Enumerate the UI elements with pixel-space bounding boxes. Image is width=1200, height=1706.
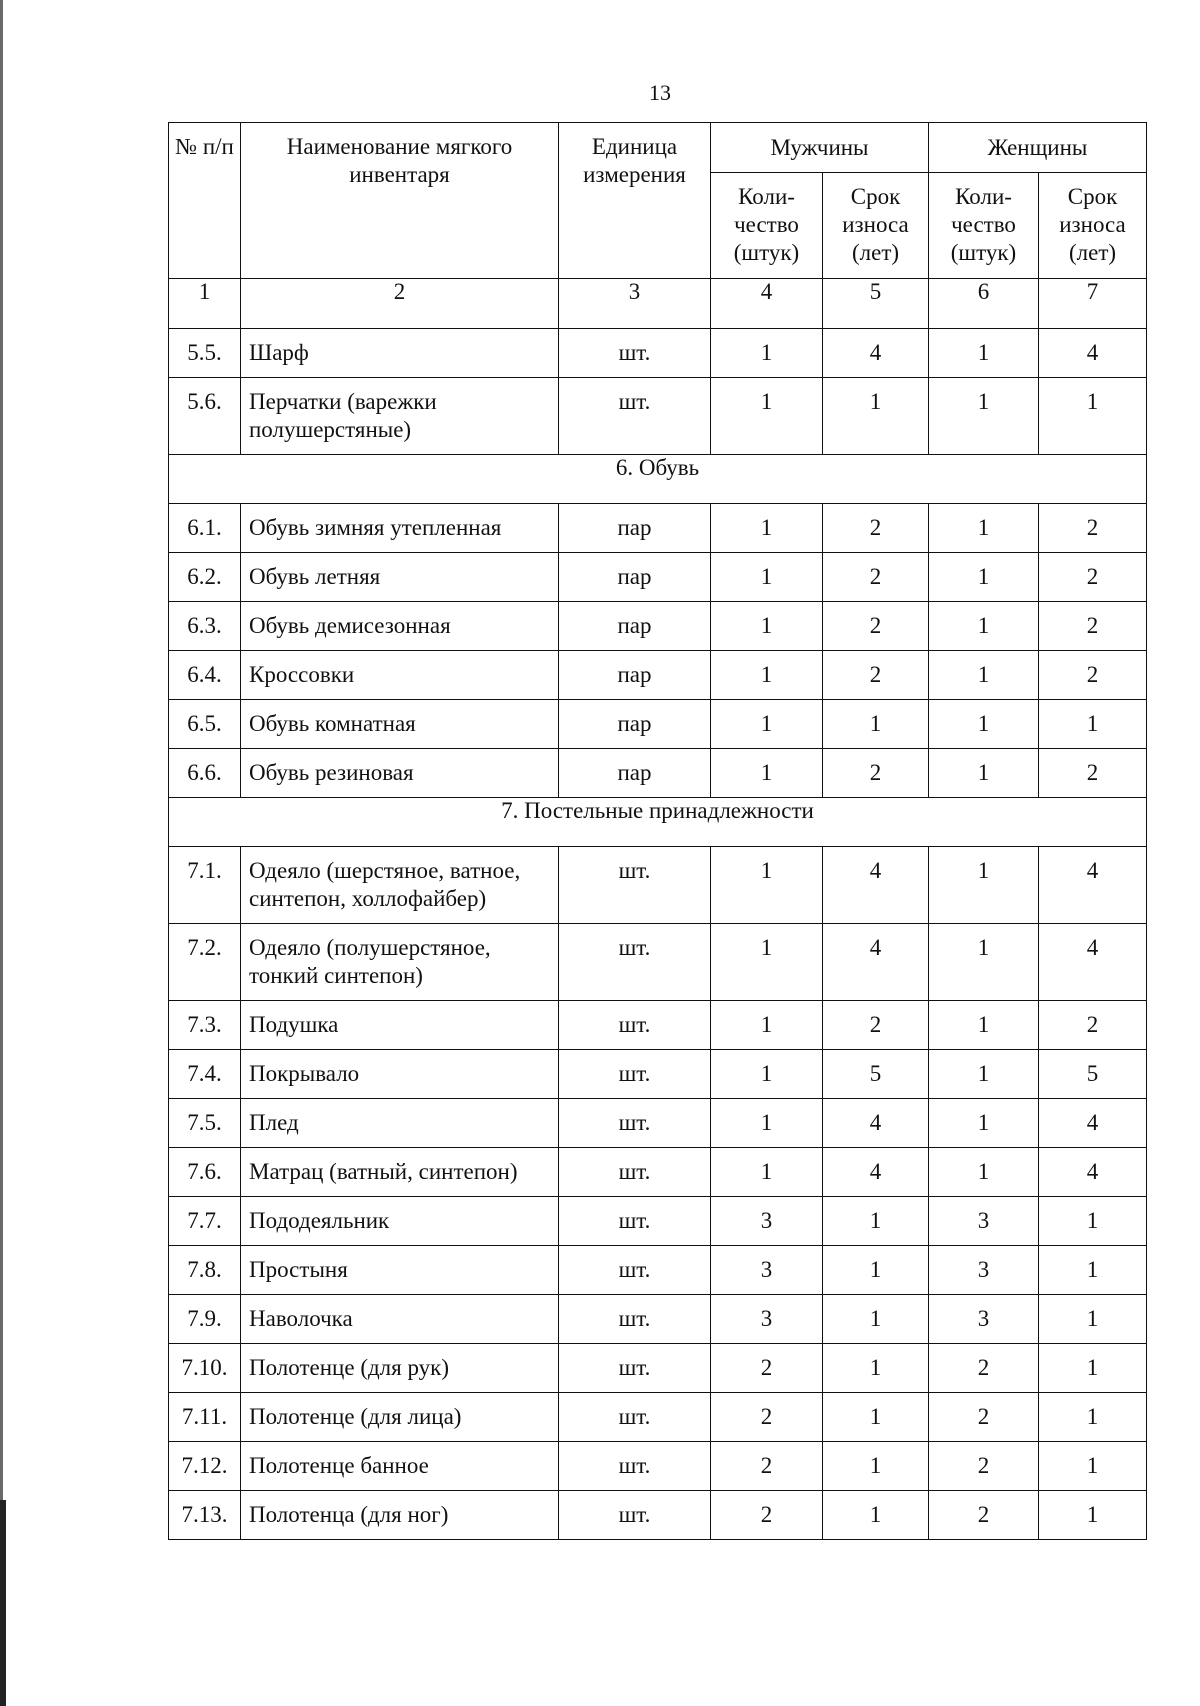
men-quantity: 1 <box>711 378 823 455</box>
men-quantity: 1 <box>711 602 823 651</box>
men-quantity: 1 <box>711 1001 823 1050</box>
item-unit: пар <box>559 700 711 749</box>
section-row <box>169 798 1147 847</box>
table-row <box>169 847 1147 924</box>
table-row <box>169 1491 1147 1540</box>
row-number: 7.6. <box>169 1148 241 1197</box>
men-quantity: 1 <box>711 1099 823 1148</box>
header-unit: Единица измерения <box>559 123 711 279</box>
women-wear-term: 1 <box>1039 1491 1147 1540</box>
row-number: 7.12. <box>169 1442 241 1491</box>
row-number: 6.2. <box>169 553 241 602</box>
header-row-1 <box>169 123 1147 173</box>
item-name: Обувь резиновая <box>241 749 559 798</box>
item-unit: шт. <box>559 1148 711 1197</box>
women-quantity: 1 <box>929 553 1039 602</box>
item-unit: пар <box>559 553 711 602</box>
table-row <box>169 553 1147 602</box>
women-wear-term: 1 <box>1039 378 1147 455</box>
men-quantity: 2 <box>711 1442 823 1491</box>
women-quantity: 1 <box>929 504 1039 553</box>
men-wear-term: 2 <box>823 1001 929 1050</box>
men-wear-term: 5 <box>823 1050 929 1099</box>
men-quantity: 1 <box>711 847 823 924</box>
item-name: Обувь зимняя утепленная <box>241 504 559 553</box>
item-unit: шт. <box>559 1491 711 1540</box>
item-unit: шт. <box>559 378 711 455</box>
women-quantity: 1 <box>929 602 1039 651</box>
men-wear-term: 1 <box>823 1197 929 1246</box>
item-name: Обувь комнатная <box>241 700 559 749</box>
men-wear-term: 1 <box>823 1344 929 1393</box>
women-quantity: 2 <box>929 1344 1039 1393</box>
men-wear-term: 4 <box>823 847 929 924</box>
men-quantity: 1 <box>711 504 823 553</box>
men-wear-term: 2 <box>823 553 929 602</box>
row-number: 7.11. <box>169 1393 241 1442</box>
men-quantity: 1 <box>711 1148 823 1197</box>
row-number: 6.4. <box>169 651 241 700</box>
women-wear-term: 2 <box>1039 504 1147 553</box>
women-quantity: 3 <box>929 1197 1039 1246</box>
women-wear-term: 2 <box>1039 553 1147 602</box>
table-row <box>169 1001 1147 1050</box>
item-unit: пар <box>559 749 711 798</box>
women-quantity: 1 <box>929 700 1039 749</box>
men-quantity: 2 <box>711 1491 823 1540</box>
table-row <box>169 749 1147 798</box>
women-quantity: 1 <box>929 1148 1039 1197</box>
row-number: 7.9. <box>169 1295 241 1344</box>
women-wear-term: 1 <box>1039 1393 1147 1442</box>
men-quantity: 1 <box>711 924 823 1001</box>
men-quantity: 2 <box>711 1344 823 1393</box>
col-number: 7 <box>1039 279 1147 329</box>
row-number: 7.2. <box>169 924 241 1001</box>
women-wear-term: 5 <box>1039 1050 1147 1099</box>
table-row <box>169 1246 1147 1295</box>
item-name: Полотенце банное <box>241 1442 559 1491</box>
col-number: 3 <box>559 279 711 329</box>
item-unit: шт. <box>559 1001 711 1050</box>
table-row <box>169 1197 1147 1246</box>
page-left-edge <box>0 0 3 1706</box>
men-wear-term: 1 <box>823 700 929 749</box>
men-wear-term: 4 <box>823 329 929 378</box>
item-name: Полотенце (для рук) <box>241 1344 559 1393</box>
men-quantity: 1 <box>711 553 823 602</box>
item-name: Полотенце (для лица) <box>241 1393 559 1442</box>
women-wear-term: 1 <box>1039 1442 1147 1491</box>
women-wear-term: 4 <box>1039 847 1147 924</box>
men-wear-term: 2 <box>823 602 929 651</box>
table-row <box>169 1344 1147 1393</box>
table-row <box>169 924 1147 1001</box>
table-row <box>169 1050 1147 1099</box>
item-unit: шт. <box>559 329 711 378</box>
women-wear-term: 4 <box>1039 924 1147 1001</box>
table-row <box>169 329 1147 378</box>
women-wear-term: 2 <box>1039 651 1147 700</box>
section-title-bedding: 7. Постельные принадлежности <box>169 798 1147 847</box>
item-unit: шт. <box>559 1050 711 1099</box>
women-quantity: 1 <box>929 1099 1039 1148</box>
item-unit: шт. <box>559 1099 711 1148</box>
section-row <box>169 455 1147 504</box>
item-unit: шт. <box>559 1197 711 1246</box>
men-wear-term: 4 <box>823 1148 929 1197</box>
men-quantity: 3 <box>711 1246 823 1295</box>
men-quantity: 2 <box>711 1393 823 1442</box>
header-women: Женщины <box>929 123 1147 173</box>
col-number: 1 <box>169 279 241 329</box>
row-number: 7.10. <box>169 1344 241 1393</box>
row-number: 5.6. <box>169 378 241 455</box>
women-quantity: 1 <box>929 924 1039 1001</box>
row-number: 7.8. <box>169 1246 241 1295</box>
men-wear-term: 2 <box>823 504 929 553</box>
item-name: Одеяло (шерстяное, ватное, синтепон, холлофайбер) <box>241 847 559 924</box>
men-quantity: 1 <box>711 651 823 700</box>
table-row <box>169 1442 1147 1491</box>
table-row <box>169 700 1147 749</box>
col-number: 4 <box>711 279 823 329</box>
item-name: Наволочка <box>241 1295 559 1344</box>
item-name: Обувь демисезонная <box>241 602 559 651</box>
men-quantity: 1 <box>711 329 823 378</box>
item-name: Подушка <box>241 1001 559 1050</box>
item-name: Обувь летняя <box>241 553 559 602</box>
table-row <box>169 1099 1147 1148</box>
page-left-edge-mark <box>0 1500 6 1706</box>
table-row <box>169 1295 1147 1344</box>
item-name: Одеяло (полушерстяное, тонкий синтепон) <box>241 924 559 1001</box>
row-number: 6.3. <box>169 602 241 651</box>
women-quantity: 1 <box>929 329 1039 378</box>
table-row <box>169 602 1147 651</box>
item-name: Кроссовки <box>241 651 559 700</box>
men-wear-term: 2 <box>823 651 929 700</box>
women-quantity: 1 <box>929 651 1039 700</box>
row-number: 6.5. <box>169 700 241 749</box>
men-quantity: 1 <box>711 700 823 749</box>
men-wear-term: 1 <box>823 1393 929 1442</box>
item-unit: шт. <box>559 1344 711 1393</box>
column-numbers-row <box>169 279 1147 329</box>
row-number: 7.1. <box>169 847 241 924</box>
women-wear-term: 2 <box>1039 1001 1147 1050</box>
header-women-qty: Коли-чество (штук) <box>929 173 1039 279</box>
table-row <box>169 1393 1147 1442</box>
table-row <box>169 1148 1147 1197</box>
header-name: Наименование мягкого инвентаря <box>241 123 559 279</box>
men-quantity: 3 <box>711 1295 823 1344</box>
men-wear-term: 1 <box>823 1442 929 1491</box>
table-row <box>169 651 1147 700</box>
women-quantity: 2 <box>929 1491 1039 1540</box>
item-unit: шт. <box>559 847 711 924</box>
inventory-table <box>168 122 1147 1540</box>
women-quantity: 3 <box>929 1246 1039 1295</box>
women-quantity: 1 <box>929 847 1039 924</box>
men-wear-term: 1 <box>823 1246 929 1295</box>
col-number: 5 <box>823 279 929 329</box>
women-wear-term: 4 <box>1039 1099 1147 1148</box>
men-wear-term: 4 <box>823 924 929 1001</box>
women-wear-term: 1 <box>1039 1295 1147 1344</box>
row-number: 7.4. <box>169 1050 241 1099</box>
row-number: 7.7. <box>169 1197 241 1246</box>
item-unit: шт. <box>559 924 711 1001</box>
item-unit: шт. <box>559 1295 711 1344</box>
men-wear-term: 1 <box>823 1491 929 1540</box>
men-quantity: 1 <box>711 1050 823 1099</box>
header-no: № п/п <box>169 123 241 279</box>
item-unit: пар <box>559 504 711 553</box>
row-number: 7.5. <box>169 1099 241 1148</box>
men-quantity: 3 <box>711 1197 823 1246</box>
header-men: Мужчины <box>711 123 929 173</box>
page-number: 13 <box>649 80 671 105</box>
women-quantity: 1 <box>929 378 1039 455</box>
header-women-term: Срок износа (лет) <box>1039 173 1147 279</box>
item-name: Перчатки (варежки полушерстяные) <box>241 378 559 455</box>
col-number: 6 <box>929 279 1039 329</box>
women-wear-term: 1 <box>1039 700 1147 749</box>
women-wear-term: 2 <box>1039 749 1147 798</box>
women-wear-term: 1 <box>1039 1246 1147 1295</box>
section-title-footwear: 6. Обувь <box>169 455 1147 504</box>
row-number: 6.6. <box>169 749 241 798</box>
women-wear-term: 4 <box>1039 329 1147 378</box>
women-quantity: 2 <box>929 1442 1039 1491</box>
header-men-qty: Коли-чество (штук) <box>711 173 823 279</box>
women-quantity: 3 <box>929 1295 1039 1344</box>
men-wear-term: 4 <box>823 1099 929 1148</box>
item-name: Плед <box>241 1099 559 1148</box>
row-number: 6.1. <box>169 504 241 553</box>
women-wear-term: 1 <box>1039 1197 1147 1246</box>
women-quantity: 2 <box>929 1393 1039 1442</box>
item-name: Покрывало <box>241 1050 559 1099</box>
row-number: 5.5. <box>169 329 241 378</box>
table-row <box>169 378 1147 455</box>
item-name: Полотенца (для ног) <box>241 1491 559 1540</box>
item-unit: шт. <box>559 1246 711 1295</box>
men-wear-term: 2 <box>823 749 929 798</box>
col-number: 2 <box>241 279 559 329</box>
women-wear-term: 1 <box>1039 1344 1147 1393</box>
item-name: Простыня <box>241 1246 559 1295</box>
item-name: Матрац (ватный, синтепон) <box>241 1148 559 1197</box>
item-unit: шт. <box>559 1393 711 1442</box>
item-name: Шарф <box>241 329 559 378</box>
row-number: 7.13. <box>169 1491 241 1540</box>
women-wear-term: 2 <box>1039 602 1147 651</box>
item-unit: пар <box>559 602 711 651</box>
header-men-term: Срок износа (лет) <box>823 173 929 279</box>
men-wear-term: 1 <box>823 378 929 455</box>
item-unit: шт. <box>559 1442 711 1491</box>
women-quantity: 1 <box>929 1050 1039 1099</box>
row-number: 7.3. <box>169 1001 241 1050</box>
men-wear-term: 1 <box>823 1295 929 1344</box>
item-unit: пар <box>559 651 711 700</box>
women-quantity: 1 <box>929 749 1039 798</box>
item-name: Пододеяльник <box>241 1197 559 1246</box>
men-quantity: 1 <box>711 749 823 798</box>
table-row <box>169 504 1147 553</box>
women-quantity: 1 <box>929 1001 1039 1050</box>
women-wear-term: 4 <box>1039 1148 1147 1197</box>
